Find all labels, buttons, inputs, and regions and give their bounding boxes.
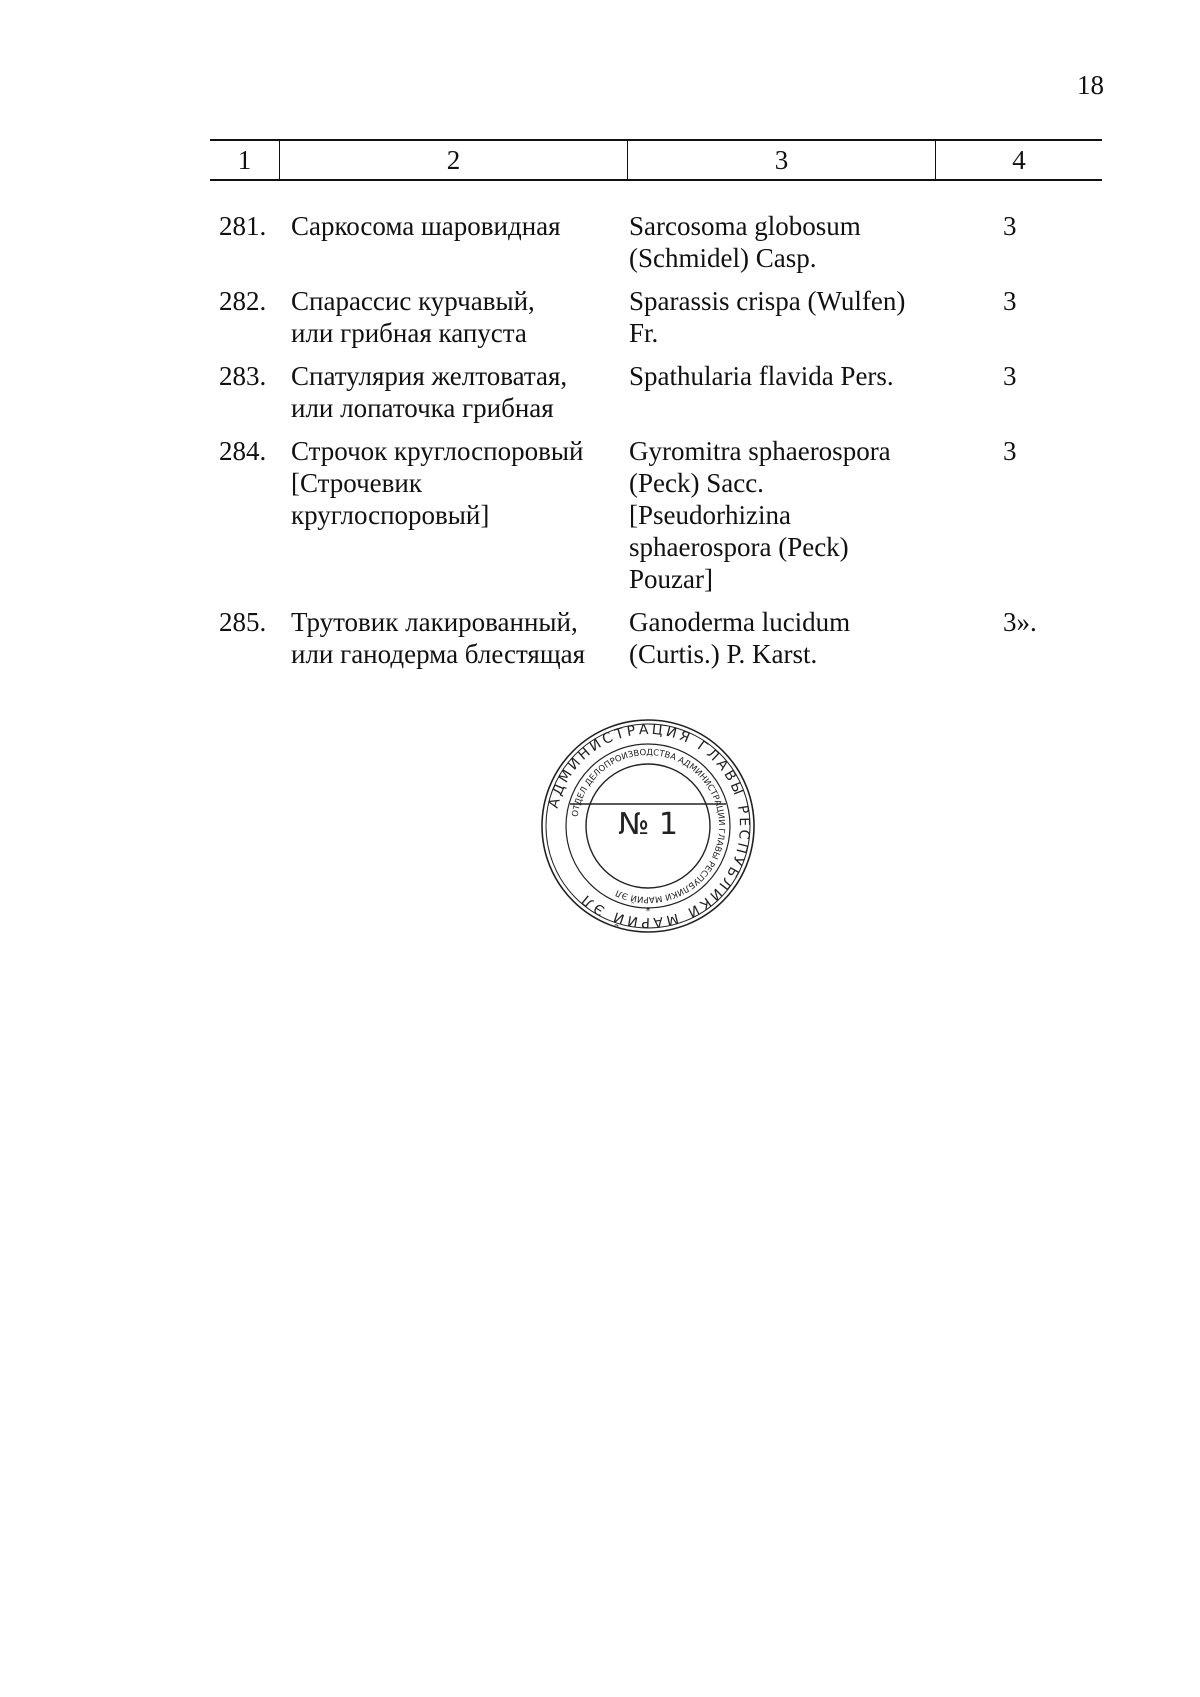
category: 3 <box>1003 361 1017 391</box>
row-number: 285. <box>219 607 267 637</box>
header-col-3: 3 <box>628 141 936 179</box>
header-col-1: 1 <box>210 141 280 179</box>
russian-name: Саркосома шаровидная <box>291 211 561 241</box>
row-number: 281. <box>219 211 267 241</box>
table-row <box>0 285 1200 349</box>
row-number: 282. <box>219 286 267 316</box>
header-col-4: 4 <box>1012 144 1026 175</box>
stamp-number: № 1 <box>618 807 678 842</box>
latin-name: Sparassis crispa (Wulfen) Fr. <box>629 286 906 348</box>
russian-name: Трутовик лакированный, или ганодерма блестящая <box>291 607 586 669</box>
table-row <box>0 360 1200 424</box>
species-list <box>0 210 1200 681</box>
table-row <box>0 210 1200 274</box>
latin-name: Gyromitra sphaerospora (Peck) Sacc. [Pseudorhizina sphaerospora (Peck) Pouzar] <box>629 436 891 594</box>
category: 3». <box>1003 607 1037 637</box>
table-row <box>0 606 1200 670</box>
table-header <box>210 139 1102 181</box>
russian-name: Спарассис курчавый, или грибная капуста <box>291 286 535 348</box>
stamp-outer-text: АДМИНИСТРАЦИЯ ГЛАВЫ РЕСПУБЛИКИ МАРИЙ ЭЛ <box>545 721 753 931</box>
russian-name: Спатулярия желтоватая, или лопаточка грибная <box>291 361 568 423</box>
category: 3 <box>1003 286 1017 316</box>
category: 3 <box>1003 211 1017 241</box>
latin-name: Sarcosoma globosum (Schmidel) Casp. <box>629 211 861 273</box>
category: 3 <box>1003 436 1017 466</box>
russian-name: Строчок круглоспоровый [Строчевик круглоспоровый] <box>291 436 584 530</box>
latin-name: Ganoderma lucidum (Curtis.) P. Karst. <box>629 607 851 669</box>
official-stamp <box>538 716 758 936</box>
row-number: 284. <box>219 436 267 466</box>
header-col-2: 2 <box>280 141 628 179</box>
page-number: 18 <box>1077 70 1104 100</box>
row-number: 283. <box>219 361 267 391</box>
latin-name: Spathularia flavida Pers. <box>629 361 894 391</box>
stamp-inner-text: ОТДЕЛ ДЕЛОПРОИЗВОДСТВА АДМИНИСТРАЦИИ ГЛАВЫ РЕСПУБЛИКИ МАРИЙ ЭЛ <box>570 747 727 905</box>
table-row <box>0 435 1200 595</box>
stamp-star-icon: * <box>645 906 651 917</box>
